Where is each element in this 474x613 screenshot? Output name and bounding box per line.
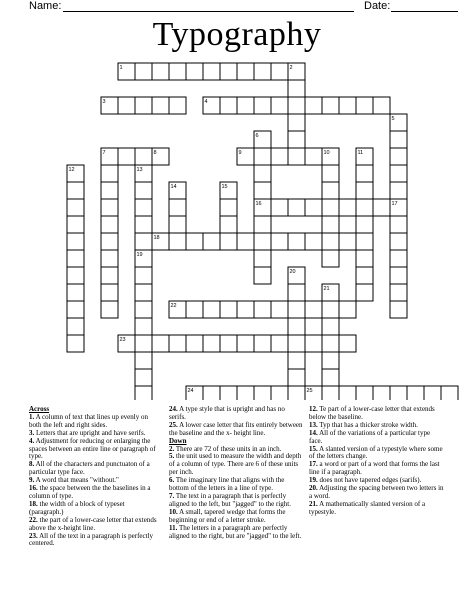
grid-cell[interactable] [322, 335, 339, 352]
grid-number: 19 [136, 252, 143, 258]
grid-cell[interactable] [254, 165, 271, 182]
grid-cell[interactable] [390, 267, 407, 284]
grid-cell[interactable] [152, 97, 169, 114]
grid-cell[interactable] [254, 267, 271, 284]
grid-cell[interactable] [203, 335, 220, 352]
grid-cell[interactable] [135, 335, 152, 352]
grid-cell[interactable] [186, 233, 203, 250]
clue-text: The text in a paragraph that is perfectly aligned to the left, but "jagged" to the right. [169, 491, 291, 508]
grid-cell[interactable] [254, 386, 271, 400]
grid-cell[interactable] [390, 182, 407, 199]
grid-cell[interactable] [254, 335, 271, 352]
grid-number: 2 [289, 65, 293, 71]
clue-section-heading: Across [29, 405, 50, 413]
grid-cell[interactable] [203, 301, 220, 318]
clue-number: 1. [29, 412, 35, 421]
grid-cell[interactable] [288, 80, 305, 97]
clue-text: the unit used to measure the width and depth of a column of type. There are 6 of these units per inch. [169, 452, 302, 477]
grid-cell[interactable] [339, 199, 356, 216]
grid-cell[interactable] [390, 165, 407, 182]
grid-cell[interactable] [271, 63, 288, 80]
grid-cell[interactable] [135, 369, 152, 386]
clue-item [309, 485, 445, 501]
grid-cell[interactable] [254, 97, 271, 114]
grid-cell[interactable] [237, 233, 254, 250]
clue-number: 17. [309, 460, 318, 469]
grid-cell[interactable] [67, 250, 84, 267]
grid-cell[interactable] [322, 233, 339, 250]
grid-cell[interactable] [271, 199, 288, 216]
grid-cell[interactable] [271, 301, 288, 318]
grid-cell[interactable] [254, 63, 271, 80]
grid-cell[interactable] [271, 148, 288, 165]
grid-cell[interactable] [101, 250, 118, 267]
clue-number: 12. [309, 405, 318, 413]
clue-text: A lower case letter that fits entirely between the baseline and the x- height line. [169, 420, 303, 437]
grid-cell[interactable] [254, 250, 271, 267]
grid-cell[interactable] [169, 199, 186, 216]
grid-cell[interactable] [169, 97, 186, 114]
grid-number: 25 [306, 388, 313, 394]
grid-cell[interactable] [356, 182, 373, 199]
grid-number: 4 [204, 99, 208, 105]
grid-cell[interactable] [322, 216, 339, 233]
grid-cell[interactable] [322, 352, 339, 369]
grid-number: 16 [255, 201, 262, 207]
grid-cell[interactable] [101, 267, 118, 284]
grid-cell[interactable] [305, 335, 322, 352]
grid-cell[interactable] [254, 216, 271, 233]
grid-number: 13 [136, 167, 143, 173]
grid-cell[interactable] [67, 284, 84, 301]
grid-cell[interactable] [305, 199, 322, 216]
clue-text: does not have tapered edges (sarifs). [317, 476, 422, 485]
grid-cell[interactable] [288, 233, 305, 250]
clue-item [169, 493, 303, 509]
clue-item [169, 406, 303, 422]
clue-text: Typ that has a thicker stroke width. [317, 420, 418, 429]
grid-cell[interactable] [203, 386, 220, 400]
clue-text: Adjustment for reducing or enlarging the spaces between an entire line or paragraph of type. [29, 436, 156, 461]
grid-cell[interactable] [356, 284, 373, 301]
grid-number: 6 [255, 133, 259, 139]
clue-number: 7. [169, 491, 175, 500]
grid-number: 10 [323, 150, 330, 156]
grid-number: 24 [187, 388, 194, 394]
grid-cell[interactable] [288, 352, 305, 369]
clue-item [169, 477, 303, 493]
clue-text: the space between the the baselines in a column of type. [29, 484, 151, 500]
clue-number: 22. [29, 515, 38, 524]
grid-cell[interactable] [339, 301, 356, 318]
grid-cell[interactable] [356, 250, 373, 267]
clue-number: 5. [169, 452, 175, 461]
grid-cell[interactable] [169, 233, 186, 250]
grid-cell[interactable] [305, 97, 322, 114]
clue-number: 14. [309, 428, 318, 437]
clue-item [169, 422, 303, 438]
grid-number: 7 [102, 150, 106, 156]
clue-number: 20. [309, 484, 318, 493]
grid-cell[interactable] [390, 301, 407, 318]
grid-cell[interactable] [407, 386, 424, 400]
clue-number: 18. [29, 499, 38, 508]
grid-cell[interactable] [237, 301, 254, 318]
clue-item [29, 485, 160, 501]
grid-cell[interactable] [169, 335, 186, 352]
grid-number: 8 [153, 150, 157, 156]
grid-cell[interactable] [135, 318, 152, 335]
clue-item [29, 517, 160, 533]
grid-cell[interactable] [220, 386, 237, 400]
grid-cell[interactable] [254, 233, 271, 250]
clue-section-heading: Down [169, 436, 187, 445]
grid-cell[interactable] [288, 369, 305, 386]
clue-number: 25. [169, 420, 178, 429]
grid-cell[interactable] [322, 369, 339, 386]
grid-number: 9 [238, 150, 242, 156]
clue-number: 10. [169, 507, 178, 516]
clue-number: 24. [169, 405, 178, 413]
grid-cell[interactable] [186, 301, 203, 318]
grid-cell[interactable] [101, 301, 118, 318]
grid-cell[interactable] [339, 335, 356, 352]
grid-cell[interactable] [186, 63, 203, 80]
grid-cell[interactable] [169, 63, 186, 80]
clue-text: A slanted version of a typestyle where some of the letters change. [309, 444, 443, 461]
grid-cell[interactable] [322, 250, 339, 267]
grid-cell[interactable] [237, 335, 254, 352]
grid-cell[interactable] [135, 148, 152, 165]
grid-cell[interactable] [67, 335, 84, 352]
grid-cell[interactable] [254, 182, 271, 199]
grid-cell[interactable] [220, 199, 237, 216]
grid-cell[interactable] [373, 386, 390, 400]
date-label: Date: [364, 0, 391, 12]
clue-number: 13. [309, 420, 318, 429]
grid-cell[interactable] [305, 233, 322, 250]
grid-cell[interactable] [67, 267, 84, 284]
grid-cell[interactable] [101, 216, 118, 233]
clue-number: 8. [29, 460, 35, 469]
grid-cell[interactable] [441, 386, 458, 400]
grid-cell[interactable] [288, 386, 305, 400]
clue-text: Te part of a lower-case letter that extends below the baseline. [309, 405, 435, 421]
grid-cell[interactable] [67, 318, 84, 335]
grid-cell[interactable] [356, 386, 373, 400]
clue-text: All of the variations of a particular type face. [309, 428, 431, 445]
clue-item [29, 461, 160, 477]
grid-number: 15 [221, 184, 228, 190]
clue-text: Adjusting the spacing between two letters in a word. [309, 484, 444, 500]
grid-cell[interactable] [356, 267, 373, 284]
grid-cell[interactable] [390, 233, 407, 250]
clue-text: There are 72 of these units in an inch. [174, 444, 282, 453]
grid-number: 12 [68, 167, 75, 173]
grid-number: 11 [357, 150, 364, 156]
grid-cell[interactable] [390, 148, 407, 165]
clue-text: A column of text that lines up evenly on both the left and right sides. [29, 412, 148, 429]
grid-number: 3 [102, 99, 106, 105]
clues-column-1 [29, 406, 160, 548]
clue-text: All of the text in a paragraph is perfectly centered. [29, 531, 154, 548]
grid-cell[interactable] [288, 199, 305, 216]
clue-item [29, 533, 160, 549]
clue-text: The imaginary line that aligns with the bottom of the letters in a line of type. [169, 476, 285, 493]
clue-text: A mathematically slanted version of a typestyle. [309, 499, 426, 516]
grid-number: 17 [391, 201, 398, 207]
grid-cell[interactable] [390, 386, 407, 400]
grid-cell[interactable] [67, 301, 84, 318]
grid-cell[interactable] [305, 148, 322, 165]
grid-cell[interactable] [322, 301, 339, 318]
grid-cell[interactable] [101, 284, 118, 301]
grid-cell[interactable] [135, 301, 152, 318]
grid-cell[interactable] [254, 301, 271, 318]
grid-cell[interactable] [118, 97, 135, 114]
page-title: Typography [152, 16, 322, 53]
clue-item [29, 501, 160, 517]
grid-cell[interactable] [203, 63, 220, 80]
clue-item [309, 461, 445, 477]
clue-item [309, 430, 445, 446]
grid-cell[interactable] [135, 63, 152, 80]
clue-item [169, 453, 303, 477]
grid-cell[interactable] [322, 97, 339, 114]
grid-number: 14 [170, 184, 177, 190]
clue-text: A small, tapered wedge that forms the beginning or end of a letter stroke. [169, 507, 286, 524]
grid-number: 20 [289, 269, 296, 275]
grid-cell[interactable] [135, 386, 152, 400]
grid-cell[interactable] [237, 386, 254, 400]
grid-cell[interactable] [237, 97, 254, 114]
grid-cell[interactable] [271, 386, 288, 400]
clue-text: A word that means "without." [34, 476, 119, 485]
clue-text: a word or part of a word that forms the last line if a paragraph. [309, 460, 440, 477]
clue-item [29, 414, 160, 430]
grid-cell[interactable] [322, 165, 339, 182]
grid-cell[interactable] [220, 63, 237, 80]
clue-item [309, 501, 445, 517]
grid-cell[interactable] [373, 97, 390, 114]
grid-cell[interactable] [135, 284, 152, 301]
grid-cell[interactable] [220, 216, 237, 233]
clue-item [169, 525, 303, 541]
grid-cell[interactable] [135, 267, 152, 284]
clue-item [29, 438, 160, 462]
grid-cell[interactable] [67, 182, 84, 199]
grid-number: 5 [391, 116, 395, 122]
grid-cell[interactable] [118, 148, 135, 165]
grid-cell[interactable] [186, 335, 203, 352]
grid-cell[interactable] [288, 301, 305, 318]
grid-cell[interactable] [220, 301, 237, 318]
grid-cell[interactable] [390, 250, 407, 267]
grid-cell[interactable] [288, 335, 305, 352]
clue-item [309, 406, 445, 422]
clue-number: 3. [29, 428, 35, 437]
clue-number: 4. [29, 436, 35, 445]
grid-cell[interactable] [135, 199, 152, 216]
clues-column-2 [169, 406, 303, 540]
grid-cell[interactable] [203, 233, 220, 250]
grid-cell[interactable] [101, 199, 118, 216]
grid-cell[interactable] [271, 335, 288, 352]
grid-cell[interactable] [220, 335, 237, 352]
clues-column-3 [309, 406, 445, 517]
grid-cell[interactable] [101, 182, 118, 199]
clue-text: the width of a block of typeset (paragraph.) [29, 499, 125, 516]
clue-item [309, 446, 445, 462]
grid-cell[interactable] [288, 318, 305, 335]
grid-cell[interactable] [356, 233, 373, 250]
grid-cell[interactable] [356, 216, 373, 233]
grid-cell[interactable] [305, 301, 322, 318]
grid-cell[interactable] [288, 284, 305, 301]
grid-cell[interactable] [339, 233, 356, 250]
grid-cell[interactable] [339, 97, 356, 114]
name-label: Name: [29, 0, 62, 12]
clue-number: 23. [29, 531, 38, 540]
grid-cell[interactable] [220, 97, 237, 114]
grid-cell[interactable] [424, 386, 441, 400]
clue-text: A type style that is upright and has no serifs. [169, 405, 285, 421]
grid-cell[interactable] [101, 233, 118, 250]
grid-cell[interactable] [135, 182, 152, 199]
grid-cell[interactable] [288, 97, 305, 114]
grid-number: 1 [119, 65, 123, 71]
clue-item [169, 509, 303, 525]
grid-cell[interactable] [237, 63, 254, 80]
clue-number: 11. [169, 523, 178, 532]
grid-cell[interactable] [67, 199, 84, 216]
grid-number: 21 [323, 286, 330, 292]
grid-number: 22 [170, 303, 177, 309]
clue-number: 2. [169, 444, 175, 453]
clue-number: 15. [309, 444, 318, 453]
grid-cell[interactable] [135, 233, 152, 250]
grid-cell[interactable] [101, 165, 118, 182]
grid-cell[interactable] [67, 233, 84, 250]
clue-number: 16. [29, 484, 38, 493]
grid-cell[interactable] [135, 352, 152, 369]
grid-cell[interactable] [135, 97, 152, 114]
grid-cell[interactable] [373, 199, 390, 216]
grid-cell[interactable] [152, 63, 169, 80]
grid-cell[interactable] [390, 216, 407, 233]
grid-cell[interactable] [356, 97, 373, 114]
grid-cell[interactable] [322, 318, 339, 335]
grid-cell[interactable] [288, 148, 305, 165]
clue-text: All of the characters and punctuaton of a particular type face. [29, 460, 150, 477]
grid-cell[interactable] [288, 131, 305, 148]
grid-cell[interactable] [356, 165, 373, 182]
grid-cell[interactable] [220, 233, 237, 250]
grid-cell[interactable] [390, 131, 407, 148]
clue-number: 19. [309, 476, 318, 485]
grid-cell[interactable] [152, 335, 169, 352]
grid-cell[interactable] [390, 284, 407, 301]
grid-cell[interactable] [356, 199, 373, 216]
grid-cell[interactable] [67, 216, 84, 233]
grid-cell[interactable] [288, 114, 305, 131]
grid-cell[interactable] [271, 233, 288, 250]
clue-number: 6. [169, 476, 175, 485]
grid-cell[interactable] [135, 216, 152, 233]
grid-cell[interactable] [322, 182, 339, 199]
clue-text: the part of a lower-case letter that extends above the x-height line. [29, 515, 157, 532]
grid-cell[interactable] [169, 216, 186, 233]
grid-cell[interactable] [254, 148, 271, 165]
clue-text: The letters in a paragraph are perfectly aligned to the right, but are "jagged" to the left. [169, 523, 302, 540]
grid-cell[interactable] [322, 386, 339, 400]
grid-cell[interactable] [339, 386, 356, 400]
grid-number: 23 [119, 337, 126, 343]
grid-number: 18 [153, 235, 160, 241]
grid-cell[interactable] [271, 97, 288, 114]
clue-number: 9. [29, 476, 35, 485]
clue-text: Letters that are upright and have serifs. [34, 428, 146, 437]
grid-cell[interactable] [322, 199, 339, 216]
clue-number: 21. [309, 499, 318, 508]
